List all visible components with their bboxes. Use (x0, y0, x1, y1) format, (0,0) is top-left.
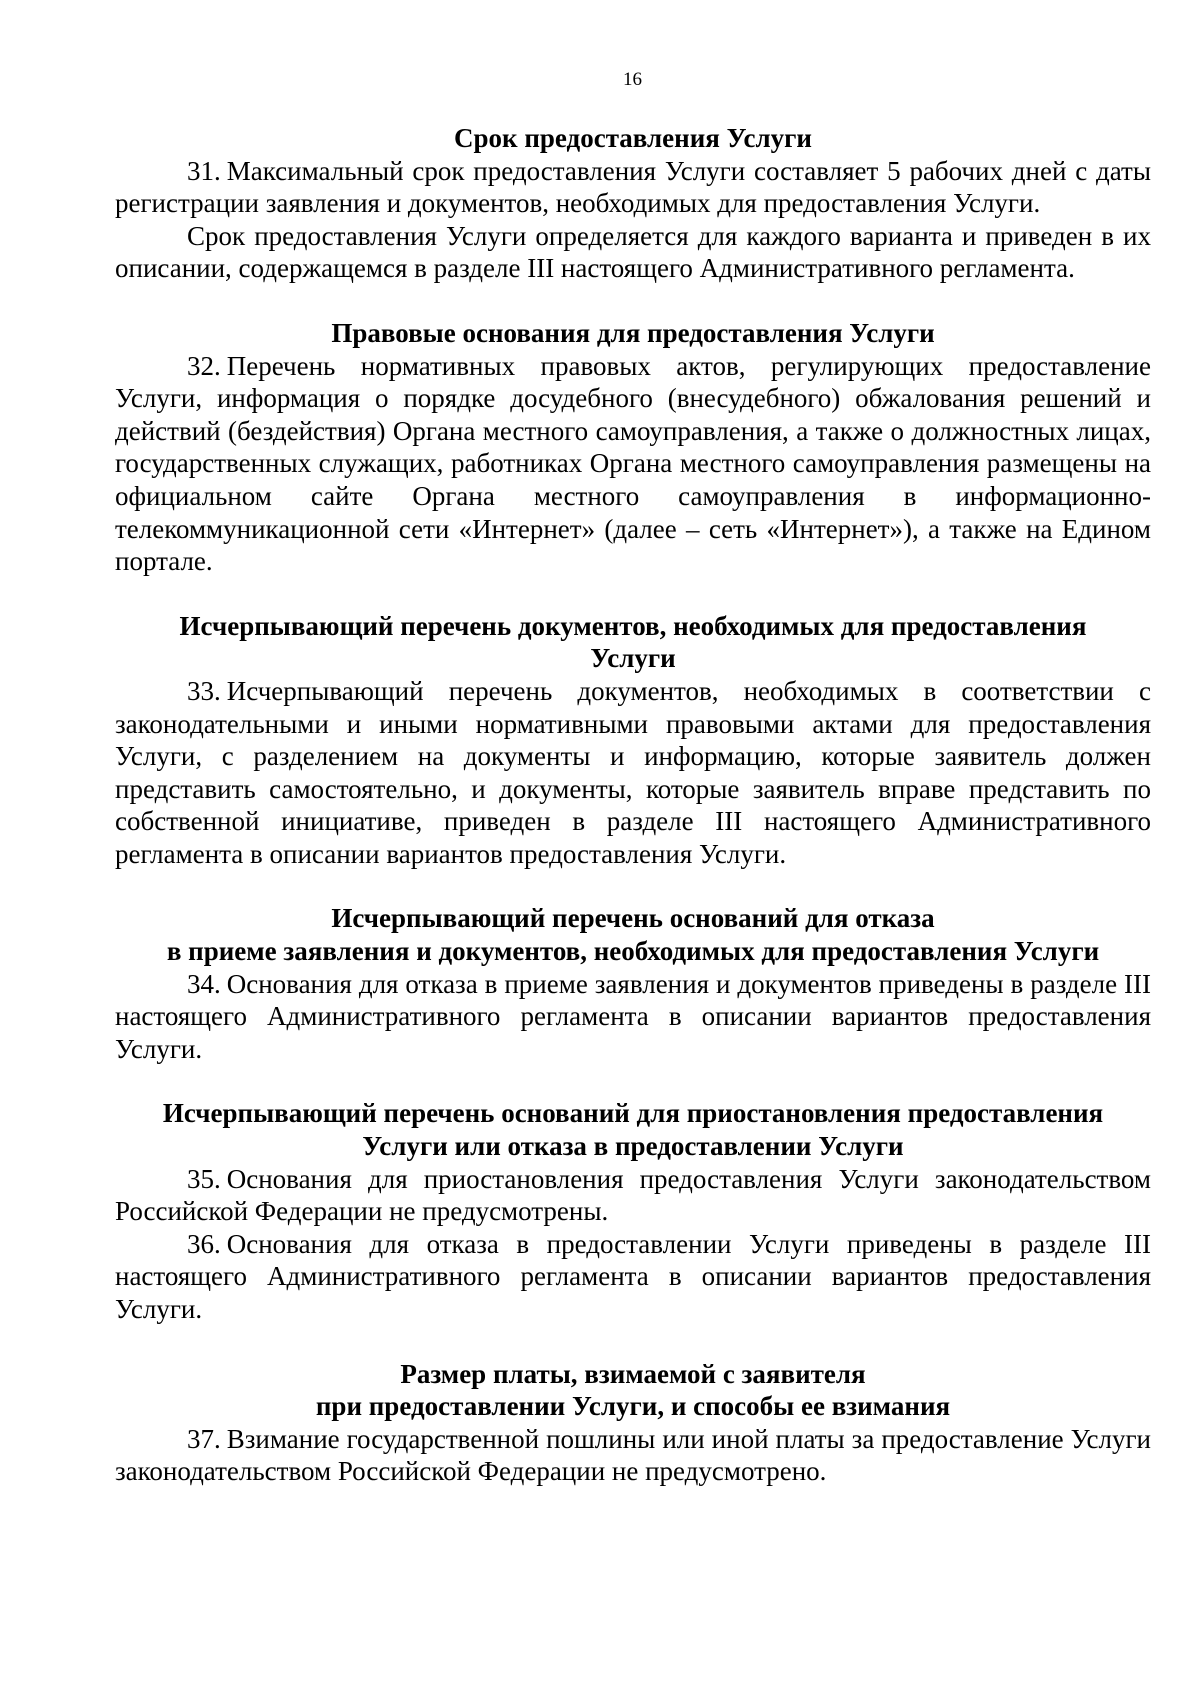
heading-line: Исчерпывающий перечень оснований для отказа (331, 903, 935, 934)
paragraph-33 (115, 675, 1151, 871)
heading-line: при предоставлении Услуги, и способы ее взимания (315, 1391, 951, 1422)
paragraph-37 (115, 1423, 1151, 1488)
heading-line: в приеме заявления и документов, необходимых для предоставления Услуги (166, 936, 1100, 967)
paragraph-text: Основания для отказа в приеме заявления и документов приведены в разделе III настоящего Административного регламента в описании вариантов предоставления Услуги. (115, 968, 1151, 1064)
section-fee (115, 1358, 1151, 1488)
section-suspension-grounds (115, 1097, 1151, 1325)
spacer (115, 578, 1151, 610)
paragraph-number: 36. (187, 1228, 221, 1259)
section-heading: Правовые основания для предоставления Услуги (331, 317, 935, 348)
paragraph-number: 33. (187, 675, 221, 706)
section-legal-basis (115, 317, 1151, 578)
paragraph-text: Взимание государственной пошлины или иной платы за предоставление Услуги законодательством Российской Федерации не предусмотрено. (115, 1423, 1151, 1487)
document-body (115, 122, 1151, 1488)
paragraph-35 (115, 1163, 1151, 1228)
spacer (115, 1326, 1151, 1358)
spacer (115, 1065, 1151, 1097)
paragraph-text: Основания для приостановления предоставления Услуги законодательством Российской Федерации не предусмотрены. (115, 1163, 1151, 1227)
paragraph-number: 32. (187, 350, 221, 381)
paragraph-number: 34. (187, 968, 221, 999)
paragraph-32 (115, 350, 1151, 578)
page-number: 16 (623, 69, 642, 90)
section-heading: Срок предоставления Услуги (454, 123, 812, 153)
paragraph-31-continued (115, 220, 1151, 285)
paragraph-34 (115, 968, 1151, 1066)
section-heading (115, 902, 1151, 967)
heading-line: Услуги (590, 643, 676, 674)
section-refusal-grounds-reception (115, 902, 1151, 1065)
paragraph-31 (115, 155, 1151, 220)
spacer (115, 285, 1151, 317)
heading-line: Исчерпывающий перечень оснований для приостановления предоставления (162, 1098, 1104, 1129)
paragraph-text: Максимальный срок предоставления Услуги составляет 5 рабочих дней с даты регистрации заявления и документов, необходимых для предоставления Услуги. (115, 155, 1151, 219)
paragraph-36 (115, 1228, 1151, 1326)
paragraph-number: 37. (187, 1423, 221, 1454)
section-heading (115, 1097, 1151, 1162)
paragraph-text: Перечень нормативных правовых актов, регулирующих предоставление Услуги, информация о порядке досудебного (внесудебного) обжалования решений и действий (бездействия) Органа местного самоуправления, а также о должностных лицах, государственных служащих, работниках Органа местного самоуправления размещены на официальном сайте Органа местного самоуправления в информационно-телекоммуникационной сети «Интернет» (далее – сеть «Интернет»), а также на Едином портале. (115, 350, 1151, 577)
section-heading (115, 610, 1151, 675)
spacer (115, 870, 1151, 902)
heading-line: Размер платы, взимаемой с заявителя (400, 1358, 866, 1389)
section-service-term (115, 122, 1151, 285)
paragraph-text: Исчерпывающий перечень документов, необходимых в соответствии с законодательными и иными нормативными правовыми актами для предоставления Услуги, с разделением на документы и информацию, которые заявитель должен представить самостоятельно, и документы, которые заявитель вправе представить по собственной инициативе, приведен в разделе III настоящего Административного регламента в описании вариантов предоставления Услуги. (115, 675, 1151, 869)
paragraph-text: Основания для отказа в предоставлении Услуги приведены в разделе III настоящего Административного регламента в описании вариантов предоставления Услуги. (115, 1228, 1151, 1324)
heading-line: Услуги или отказа в предоставлении Услуги (362, 1131, 904, 1162)
paragraph-number: 35. (187, 1163, 221, 1194)
heading-line: Исчерпывающий перечень документов, необходимых для предоставления (179, 610, 1087, 641)
paragraph-text: Срок предоставления Услуги определяется для каждого варианта и приведен в их описании, содержащемся в разделе III настоящего Административного регламента. (115, 220, 1151, 284)
section-heading (115, 1358, 1151, 1423)
section-documents-list (115, 610, 1151, 871)
paragraph-number: 31. (187, 155, 221, 186)
